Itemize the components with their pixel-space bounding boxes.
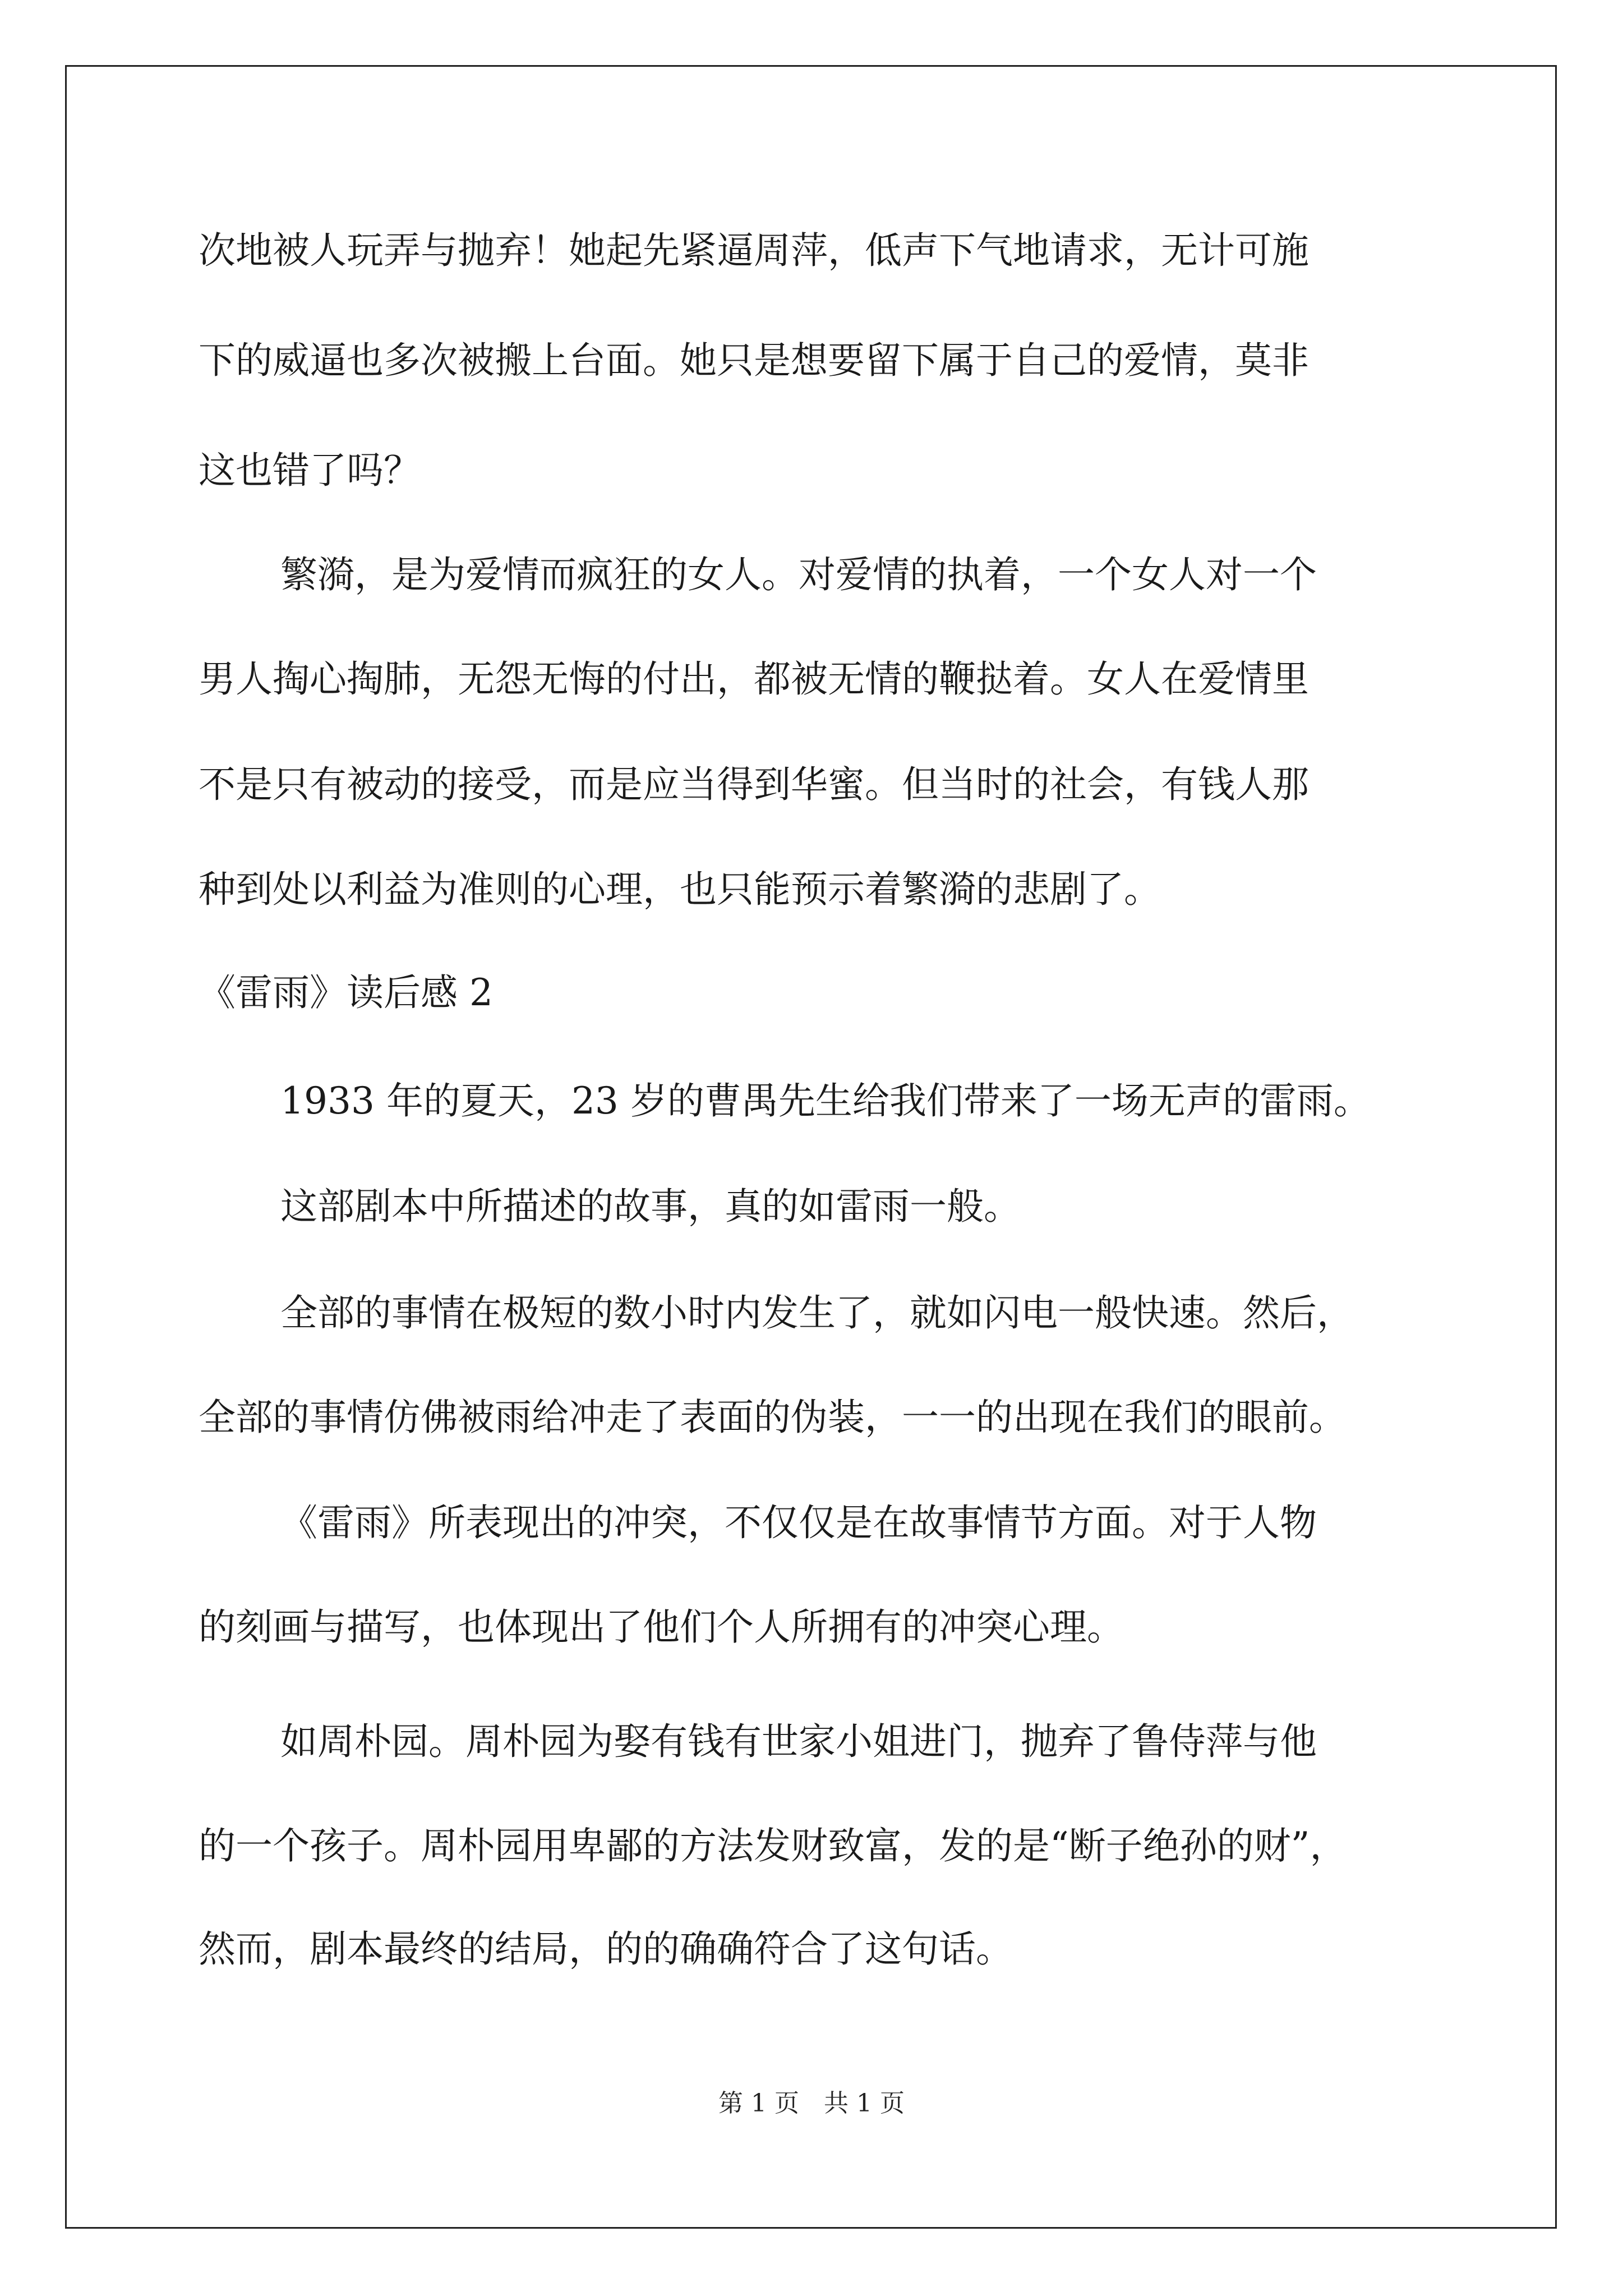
text-line: 男人掏心掏肺，无怨无悔的付出，都被无情的鞭挞着。女人在爱情里	[199, 657, 1309, 701]
text-line: 次地被人玩弄与抛弃！她起先紧逼周萍，低声下气地请求，无计可施	[199, 229, 1309, 272]
section-heading: 《雷雨》读后感 2	[199, 971, 493, 1014]
text-line: 种到处以利益为准则的心理，也只能预示着繁漪的悲剧了。	[199, 868, 1161, 911]
page-border	[65, 65, 1557, 2229]
text-line: 下的威逼也多次被搬上台面。她只是想要留下属于自己的爱情，莫非	[199, 339, 1309, 382]
text-line: 如周朴园。周朴园为娶有钱有世家小姐进门，抛弃了鲁侍萍与他	[280, 1720, 1317, 1763]
page-footer: 第 1 页 共 1 页	[718, 2089, 905, 2118]
text-line: 的刻画与描写，也体现出了他们个人所拥有的冲突心理。	[199, 1605, 1124, 1649]
text-line: 这也错了吗？	[199, 449, 421, 492]
text-line: 全部的事情仿佛被雨给冲走了表面的伪装，一一的出现在我们的眼前。	[199, 1396, 1346, 1439]
text-line: 的一个孩子。周朴园用卑鄙的方法发财致富，发的是“断子绝孙的财”，	[199, 1824, 1347, 1867]
text-line: 《雷雨》所表现出的冲突，不仅仅是在故事情节方面。对于人物	[280, 1501, 1317, 1544]
text-line: 繁漪，是为爱情而疯狂的女人。对爱情的执着，一个女人对一个	[280, 553, 1317, 596]
text-line: 不是只有被动的接受，而是应当得到华蜜。但当时的社会，有钱人那	[199, 763, 1309, 806]
text-line: 全部的事情在极短的数小时内发生了，就如闪电一般快速。然后，	[280, 1291, 1354, 1335]
text-line: 这部剧本中所描述的故事，真的如雷雨一般。	[280, 1185, 1021, 1228]
text-line: 然而，剧本最终的结局，的的确确符合了这句话。	[199, 1927, 1013, 1971]
text-line: 1933 年的夏天，23 岁的曹禺先生给我们带来了一场无声的雷雨。	[280, 1079, 1371, 1122]
